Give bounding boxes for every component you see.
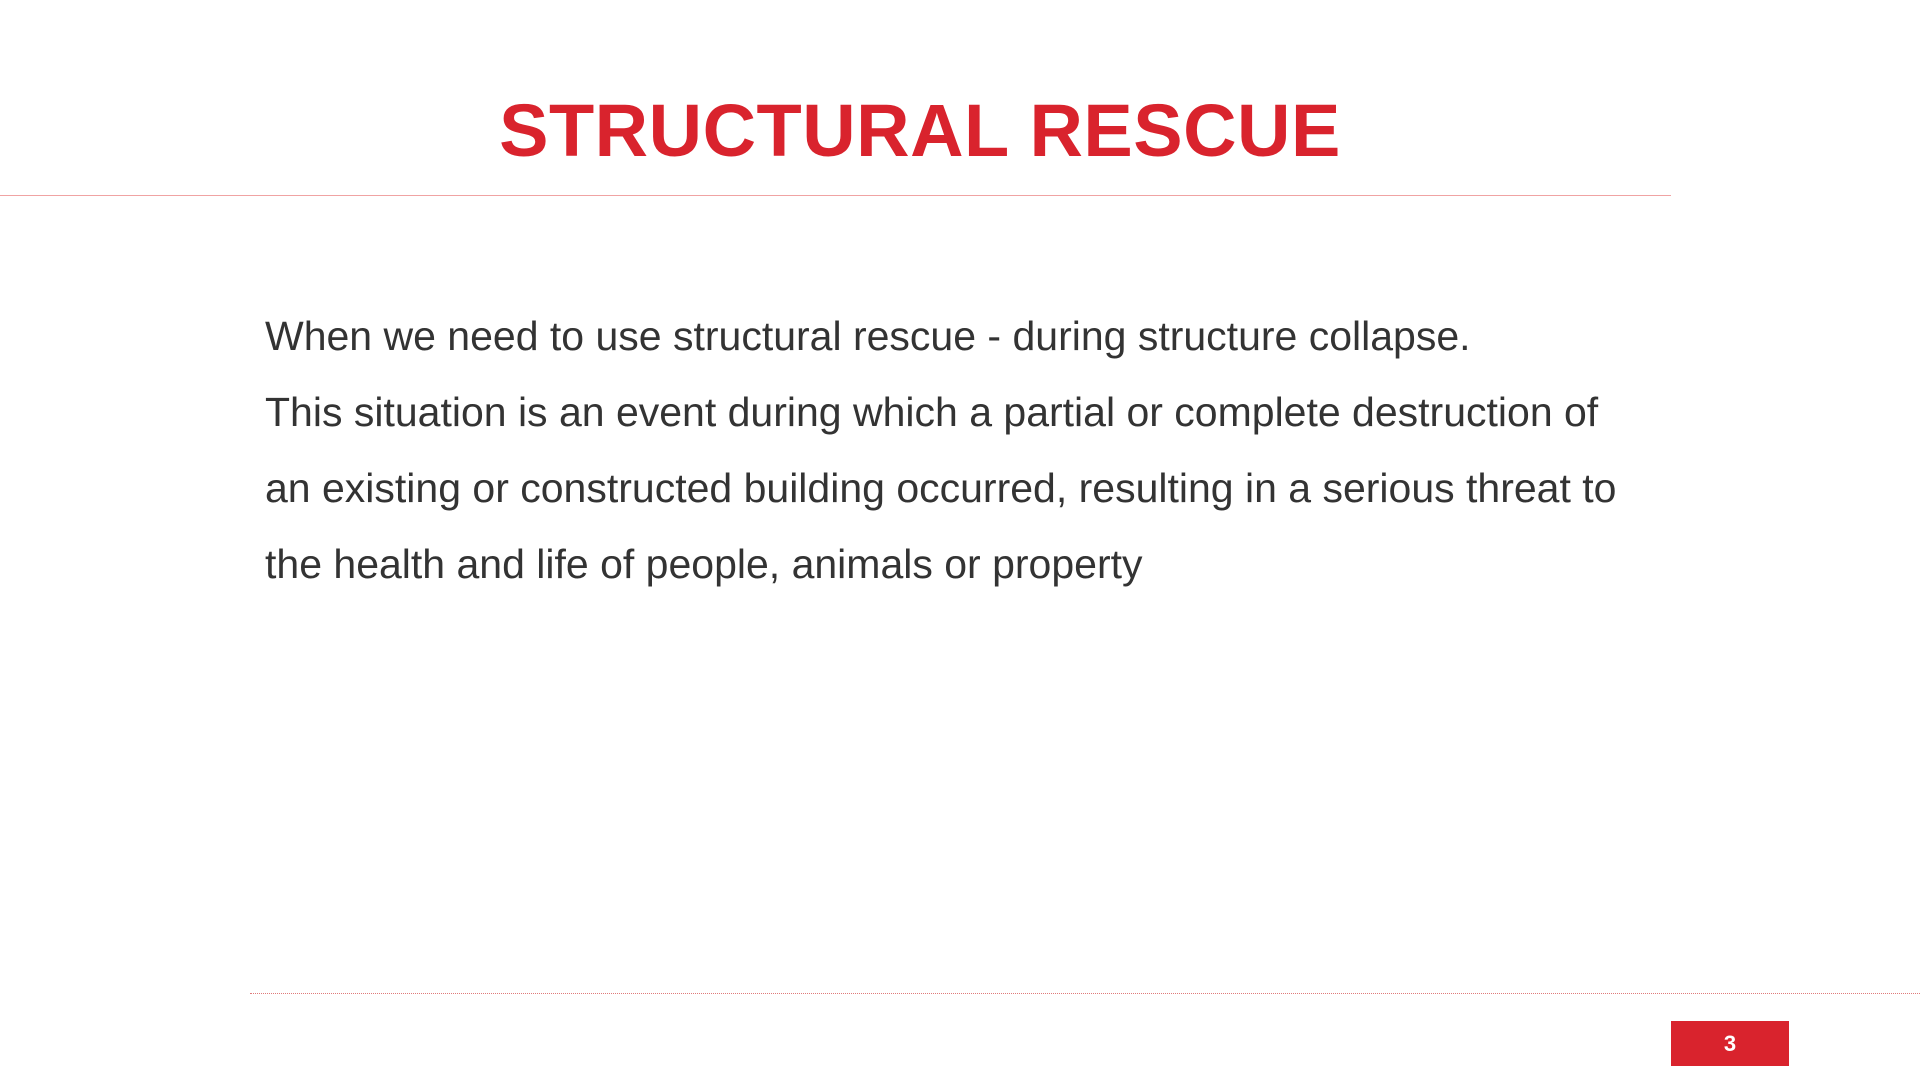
body-line: the health and life of people, animals or property xyxy=(265,541,1143,587)
body-line: This situation is an event during which a partial or complete destruction of xyxy=(265,389,1599,435)
slide-body xyxy=(265,298,1685,602)
title-divider xyxy=(0,195,1671,196)
footer-divider xyxy=(250,993,1920,994)
body-line: an existing or constructed building occurred, resulting in a serious threat to xyxy=(265,465,1617,511)
slide-title: STRUCTURAL RESCUE xyxy=(499,89,1341,172)
page-number-badge xyxy=(1671,1021,1789,1066)
body-line: When we need to use structural rescue - during structure collapse. xyxy=(265,313,1471,359)
page-number: 3 xyxy=(1723,1031,1737,1056)
